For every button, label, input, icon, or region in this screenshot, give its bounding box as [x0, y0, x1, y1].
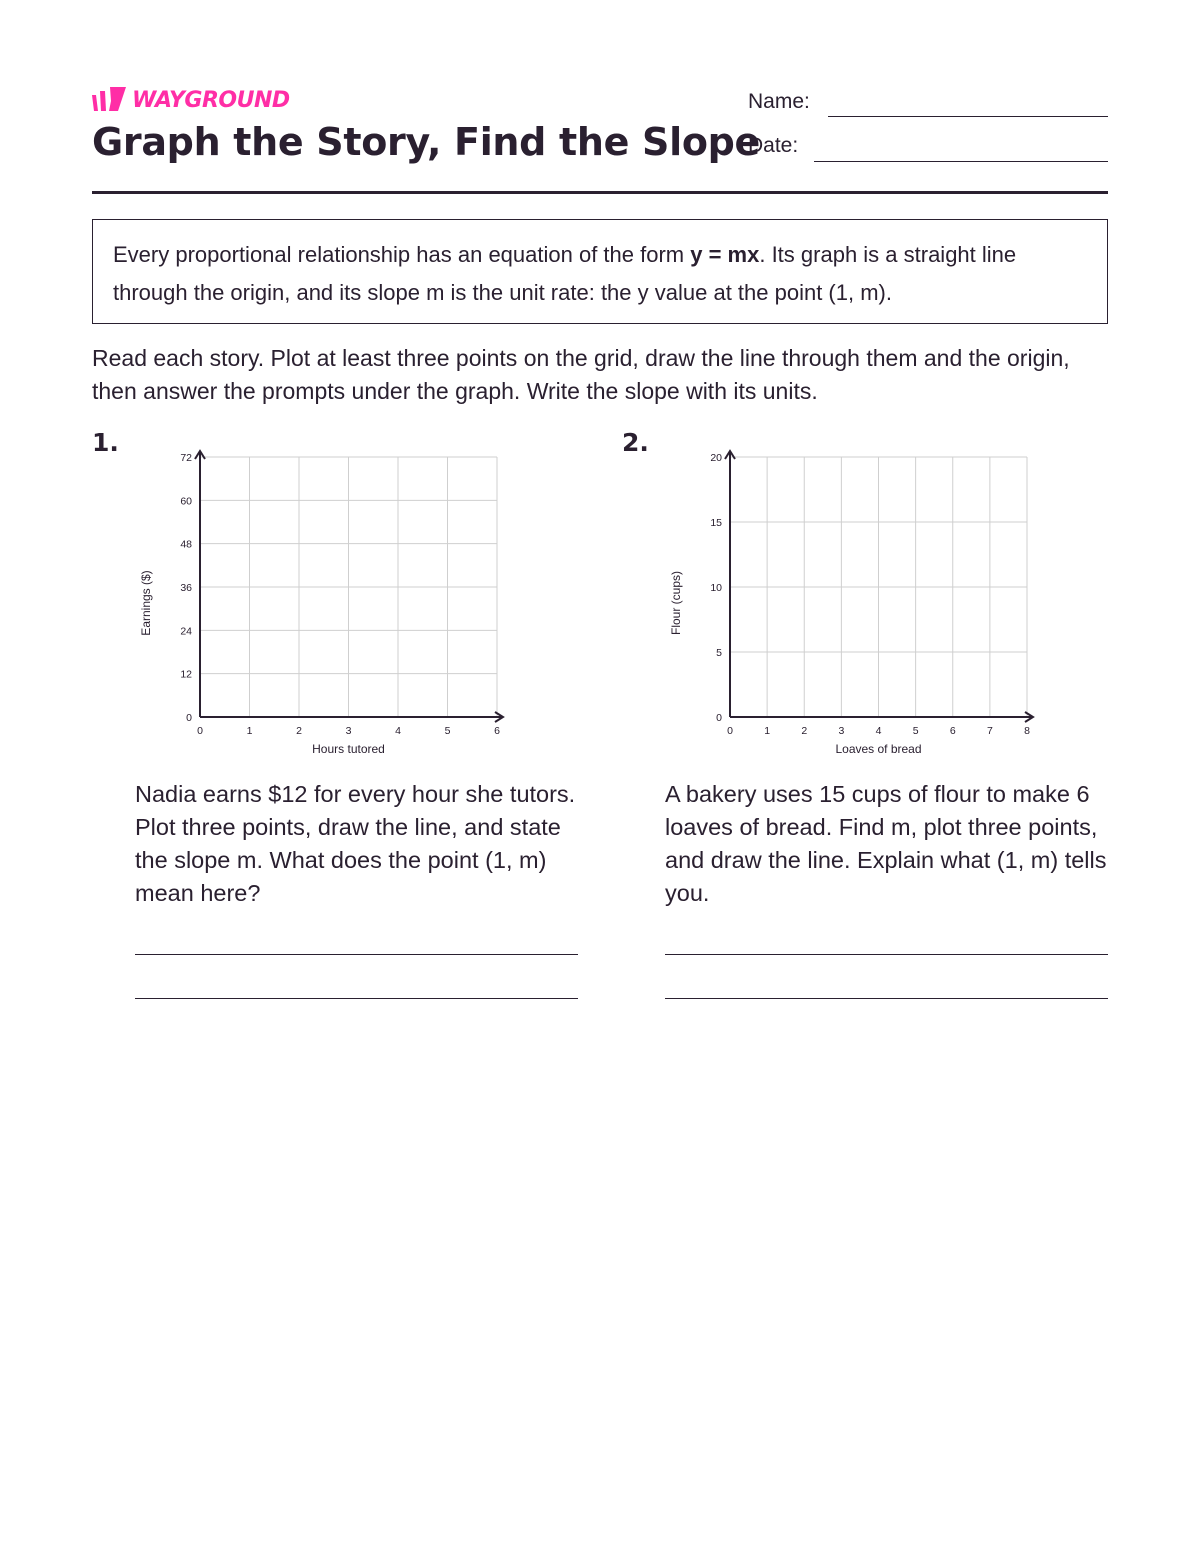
- x-tick-label: 3: [345, 725, 352, 737]
- info-box: [92, 219, 1108, 324]
- question-1-answer-line-1[interactable]: [135, 954, 578, 955]
- y-tick-label: 0: [716, 712, 722, 724]
- question-1-answer-line-2[interactable]: [135, 998, 578, 999]
- x-tick-label: 0: [727, 725, 733, 737]
- x-tick-label: 5: [444, 725, 451, 737]
- question-2-number: 2.: [622, 428, 649, 457]
- name-label: Name:: [748, 90, 810, 113]
- x-tick-label: 3: [838, 725, 845, 737]
- info-text-before: Every proportional relationship has an equation of the form: [113, 242, 691, 267]
- date-line[interactable]: [814, 161, 1108, 162]
- question-1-prompt: Nadia earns $12 for every hour she tutors. Plot three points, draw the line, and state the slope m. What does the point (1, m) mean here?: [135, 781, 576, 906]
- x-tick-label: 8: [1024, 725, 1030, 737]
- graph-2[interactable]: [660, 440, 1060, 760]
- y-tick-label: 60: [180, 495, 192, 508]
- question-2-prompt: A bakery uses 15 cups of flour to make 6 loaves of bread. Find m, plot three points, and draw the line. Explain what (1, m) tells you.: [665, 781, 1107, 906]
- x-tick-label: 4: [395, 725, 401, 737]
- date-label: Date:: [748, 134, 799, 157]
- name-line[interactable]: [828, 116, 1108, 117]
- question-1-number: 1.: [92, 428, 119, 457]
- date-field[interactable]: [748, 134, 1108, 164]
- x-tick-label: 6: [949, 725, 956, 737]
- logo-text: WAYGROUND: [132, 87, 290, 113]
- y-tick-label: 72: [180, 452, 192, 464]
- y-axis-label: Flour (cups): [669, 570, 683, 636]
- question-2-answer-line-1[interactable]: [665, 954, 1108, 955]
- x-tick-label: 2: [801, 725, 808, 737]
- x-tick-label: 1: [246, 725, 253, 737]
- y-tick-label: 36: [180, 582, 192, 594]
- question-2-answer-line-2[interactable]: [665, 998, 1108, 999]
- wayground-logo: [92, 86, 290, 114]
- x-tick-label: 1: [764, 725, 771, 737]
- x-tick-label: 4: [875, 725, 882, 737]
- x-tick-label: 7: [986, 725, 993, 737]
- y-tick-label: 10: [710, 582, 722, 594]
- y-tick-label: 5: [716, 647, 722, 659]
- name-field[interactable]: [748, 90, 1108, 120]
- header-divider: [92, 191, 1108, 194]
- x-tick-label: 0: [197, 725, 203, 737]
- x-tick-label: 2: [296, 725, 302, 737]
- x-tick-label: 5: [912, 725, 919, 737]
- y-axis-label: Earnings ($): [139, 570, 153, 636]
- y-tick-label: 48: [180, 538, 192, 551]
- page-title: Graph the Story, Find the Slope: [92, 120, 761, 164]
- x-axis-label: Loaves of bread: [835, 742, 922, 756]
- x-axis-label: Hours tutored: [312, 742, 385, 756]
- info-equation: y = mx: [690, 242, 760, 267]
- y-tick-label: 24: [180, 625, 192, 638]
- graph-1[interactable]: [130, 440, 530, 760]
- y-tick-label: 20: [710, 452, 722, 464]
- y-tick-label: 0: [186, 712, 192, 724]
- y-tick-label: 15: [710, 517, 722, 529]
- x-tick-label: 6: [494, 725, 500, 737]
- wayground-logo-icon: [92, 87, 126, 113]
- info-text-after: . Its graph is a straight line through the origin, and its slope m is the unit rate: the y value at the point (1, m).: [113, 242, 1017, 305]
- instructions: Read each story. Plot at least three points on the grid, draw the line through them and the origin, then answer the prompts under the graph. Write the slope with its units.: [92, 345, 1070, 404]
- y-tick-label: 12: [180, 668, 192, 681]
